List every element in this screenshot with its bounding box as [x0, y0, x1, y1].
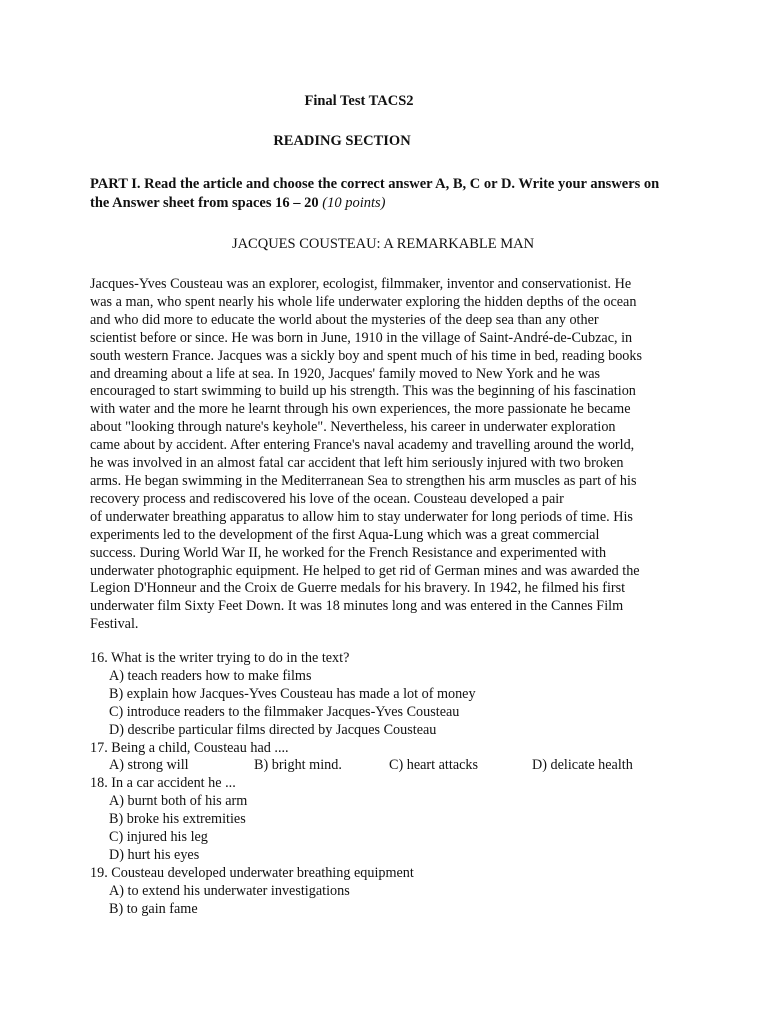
- article-line: about "looking through nature's keyhole". Nevertheless, his career in underwater exploration: [90, 419, 616, 436]
- questions-list: [90, 650, 690, 919]
- article-line: Festival.: [90, 616, 139, 633]
- title-text: Final Test TACS2: [304, 93, 414, 109]
- article-body: [90, 276, 680, 634]
- article-line: he was involved in an almost fatal car accident that left him seriously injured with two broken: [90, 455, 624, 472]
- article-line: recovery process and rediscovered his love of the ocean. Cousteau developed a pair: [90, 490, 564, 507]
- question-18: 18. In a car accident he ...: [90, 775, 236, 792]
- question-16: 16. What is the writer trying to do in the text?: [90, 650, 350, 666]
- q19-option-b: B) to gain fame: [109, 900, 198, 917]
- article-line: Legion D'Honneur and the Croix de Guerre medals for his bravery. In 1942, he filmed his first: [90, 580, 626, 597]
- article-line: scientist before or since. He was born in June, 1910 in the village of Saint-André-de-Cubzac, in: [90, 329, 633, 346]
- article-line: arms. He began swimming in the Mediterranean Sea to strengthen his arm muscles as part of his: [90, 472, 637, 489]
- section-text: READING SECTION: [273, 133, 411, 149]
- article-line: with water and the more he learnt through his own experiences, the more passionate he became: [90, 401, 631, 418]
- article-line: experiments led to the development of the first Aqua-Lung which was a great commercial: [90, 526, 600, 543]
- article-line: success. During World War II, he worked for the French Resistance and experimented with: [90, 544, 607, 561]
- article-line: Jacques-Yves Cousteau was an explorer, ecologist, filmmaker, inventor and conservationist. He: [90, 276, 632, 292]
- q17-option-b: B) bright mind.: [254, 757, 342, 774]
- instruction-text: PART I. Read the article and choose the correct answer A, B, C or D. Write your answers on the Answer sheet from spaces 16 – 20: [90, 176, 660, 211]
- q18-option-d: D) hurt his eyes: [109, 846, 200, 863]
- article-title: [0, 236, 768, 253]
- article-line: came about by accident. After entering France's naval academy and travelling around the world,: [90, 437, 635, 454]
- q19-option-a: A) to extend his underwater investigations: [109, 882, 350, 899]
- article-line: and who did more to educate the world about the mysteries of the deep sea than any other: [90, 311, 599, 328]
- q18-option-b: B) broke his extremities: [109, 811, 246, 828]
- q18-option-c: C) injured his leg: [109, 829, 208, 846]
- part-instruction: [90, 175, 680, 213]
- q16-option-d: D) describe particular films directed by Jacques Cousteau: [109, 721, 437, 738]
- question-17: 17. Being a child, Cousteau had ....: [90, 739, 289, 756]
- article-line: underwater photographic equipment. He helped to get rid of German mines and was awarded the: [90, 562, 640, 579]
- q16-option-a: A) teach readers how to make films: [109, 667, 312, 684]
- q16-option-b: B) explain how Jacques-Yves Cousteau has made a lot of money: [109, 685, 476, 702]
- article-line: of underwater breathing apparatus to allow him to stay underwater for long periods of time. His: [90, 508, 633, 525]
- q18-option-a: A) burnt both of his arm: [109, 793, 248, 810]
- article-line: underwater film Sixty Feet Down. It was 18 minutes long and was entered in the Cannes Film: [90, 598, 624, 615]
- page-title: [0, 93, 768, 110]
- question-19: 19. Cousteau developed underwater breathing equipment: [90, 864, 414, 881]
- article-line: south western France. Jacques was a sickly boy and spent much of his time in bed, reading books: [90, 347, 643, 364]
- q17-option-c: C) heart attacks: [389, 757, 479, 774]
- article-line: and dreaming about a life at sea. In 1920, Jacques' family moved to New York and he was: [90, 365, 601, 382]
- q17-options: [90, 757, 690, 775]
- article-line: encouraged to start swimming to build up his strength. This was the beginning of his fascination: [90, 383, 636, 400]
- section-heading: [0, 133, 768, 150]
- points-text: (10 points): [322, 195, 386, 211]
- article-line: was a man, who spent nearly his whole life underwater exploring the hidden depths of the ocean: [90, 293, 637, 310]
- q17-option-a: A) strong will: [109, 757, 189, 774]
- article-title-text: JACQUES COUSTEAU: A REMARKABLE MAN: [231, 236, 535, 252]
- q16-option-c: C) introduce readers to the filmmaker Jacques-Yves Cousteau: [109, 703, 460, 720]
- q17-option-d: D) delicate health: [532, 757, 633, 774]
